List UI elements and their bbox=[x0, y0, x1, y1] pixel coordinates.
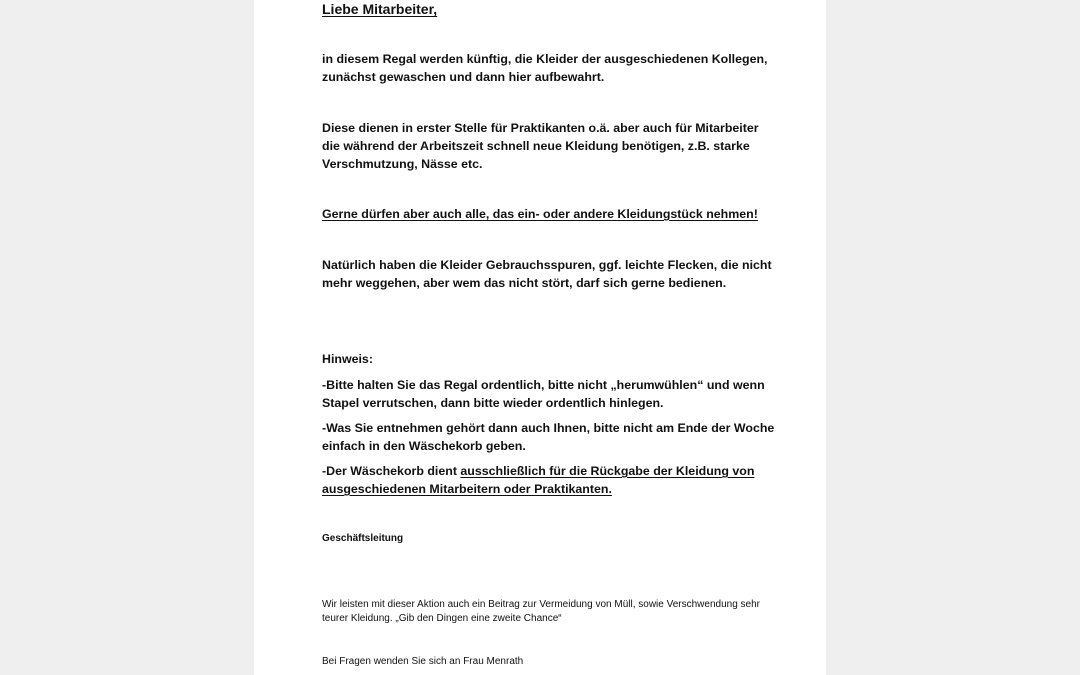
para2-line1: Diese dienen in erster Stelle für Praktikanten o.ä. aber auch für Mitarbeiter bbox=[322, 121, 759, 135]
highlight-sentence: Gerne dürfen aber auch alle, das ein- oder andere Kleidungstück nehmen! bbox=[322, 207, 758, 221]
footer-line2: teurer Kleidung. „Gib den Dingen eine zweite Chance“ bbox=[322, 613, 562, 624]
greeting: Liebe Mitarbeiter, bbox=[322, 1, 438, 17]
signature: Geschäftsleitung bbox=[322, 533, 404, 544]
para2-line3: Verschmutzung, Nässe etc. bbox=[322, 157, 483, 171]
hint-item1-line1: -Bitte halten Sie das Regal ordentlich, bitte nicht „herumwühlen“ und wenn bbox=[322, 378, 765, 392]
para3-line1: Natürlich haben die Kleider Gebrauchsspuren, ggf. leichte Flecken, die nicht bbox=[322, 258, 772, 272]
hint-item3-underlined-1: ausschließlich für die Rückgabe der Kleidung von bbox=[460, 464, 755, 478]
hint-item3-line2: ausgeschiedenen Mitarbeitern oder Praktikanten. bbox=[322, 482, 612, 496]
para1-line1: in diesem Regal werden künftig, die Kleider der ausgeschiedenen Kollegen, bbox=[322, 52, 768, 66]
para3-line2: mehr weggehen, aber wem das nicht stört, darf sich gerne bedienen. bbox=[322, 276, 727, 290]
footer-contact: Bei Fragen wenden Sie sich an Frau Menrath bbox=[322, 656, 524, 667]
document-page bbox=[254, 0, 826, 675]
hint-item3-line1 bbox=[322, 463, 754, 481]
hint-item2-line2: einfach in den Wäschekorb geben. bbox=[322, 439, 526, 453]
footer-line1: Wir leisten mit dieser Aktion auch ein Beitrag zur Vermeidung von Müll, sowie Verschwendung sehr bbox=[322, 599, 760, 610]
para2-line2: die während der Arbeitszeit schnell neue Kleidung benötigen, z.B. starke bbox=[322, 139, 750, 153]
hint-item3-prefix: -Der Wäschekorb dient bbox=[322, 464, 461, 478]
para1-line2: zunächst gewaschen und dann hier aufbewahrt. bbox=[322, 70, 605, 84]
hint-item1-line2: Stapel verrutschen, dann bitte wieder ordentlich hinlegen. bbox=[322, 396, 664, 410]
hint-heading: Hinweis: bbox=[322, 352, 373, 366]
hint-item2-line1: -Was Sie entnehmen gehört dann auch Ihnen, bitte nicht am Ende der Woche bbox=[322, 421, 775, 435]
